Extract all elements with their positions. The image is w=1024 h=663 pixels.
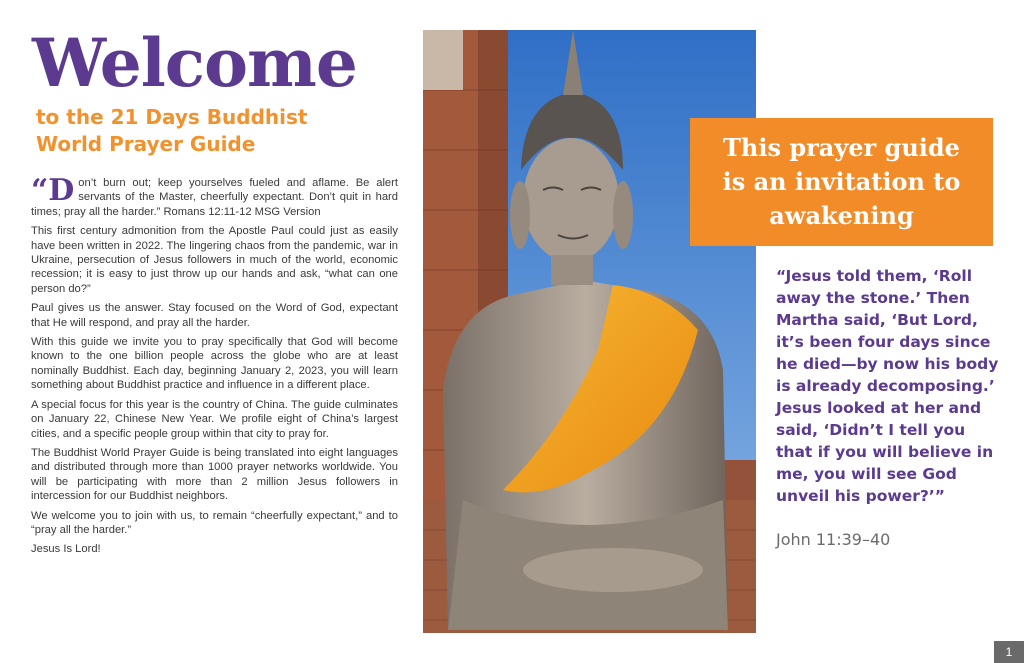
- intro-body: [31, 173, 398, 562]
- intro-paragraph-1-text: on’t burn out; keep yourselves fueled and aflame. Be alert servants of the Master, cheerfully expectant. Don’t quit in hard times; pray all the harder.” Romans 12:11-12 MSG Version: [31, 177, 398, 218]
- scripture-quote: “Jesus told them, ‘Roll away the stone.’ Then Martha said, ‘But Lord, it’s been four days since he died—by now his body is already decomposing.’ Jesus looked at her and said, ‘Didn’t I tell you that if you will believe in me, you will see God unveil his power?’”: [776, 267, 999, 505]
- intro-paragraph-1: [31, 173, 398, 219]
- intro-paragraph-2: This first century admonition from the Apostle Paul could just as easily have been written in 2022. The lingering chaos from the pandemic, war in Ukraine, persecution of Jesus followers in much of the world, economic recession; it is easy to just throw up our hands and ask, “what can one person do?”: [31, 225, 398, 295]
- callout-text: This prayer guide is an invitation to awakening: [722, 133, 961, 230]
- intro-paragraph-4: With this guide we invite you to pray specifically that God will become known to the one billion people across the globe who are at least nominally Buddhist. Each day, beginning January 2, 2023, you will learn something about Buddhist practice and influence in a different place.: [31, 336, 398, 392]
- intro-paragraph-3: Paul gives us the answer. Stay focused on the Word of God, expectant that He will respond, and pray all the harder.: [31, 302, 398, 329]
- subtitle-line-2: World Prayer Guide: [36, 132, 256, 156]
- intro-paragraph-6: The Buddhist World Prayer Guide is being translated into eight languages and distributed through more than 1000 prayer networks worldwide. You will be participating with more than 2 million Jesus followers in intercession for our Buddhist neighbors.: [31, 446, 398, 503]
- scripture-reference: John 11:39–40: [776, 530, 891, 549]
- page-subtitle: [36, 104, 366, 158]
- drop-cap: “D: [31, 173, 75, 208]
- subtitle-line-1: to the 21 Days Buddhist: [36, 105, 308, 129]
- intro-paragraph-5: A special focus for this year is the country of China. The guide culminates on January 22, Chinese New Year. We profile eight of China’s largest cities, and a specific people group within that city to pray for.: [31, 398, 398, 440]
- intro-paragraph-8: Jesus Is Lord!: [31, 543, 101, 556]
- page-number: 1: [994, 641, 1024, 663]
- intro-paragraph-7: We welcome you to join with us, to remain “cheerfully expectant,” and to “pray all the harder.”: [31, 509, 398, 536]
- callout-box: [690, 118, 993, 246]
- page-title: Welcome: [32, 24, 357, 102]
